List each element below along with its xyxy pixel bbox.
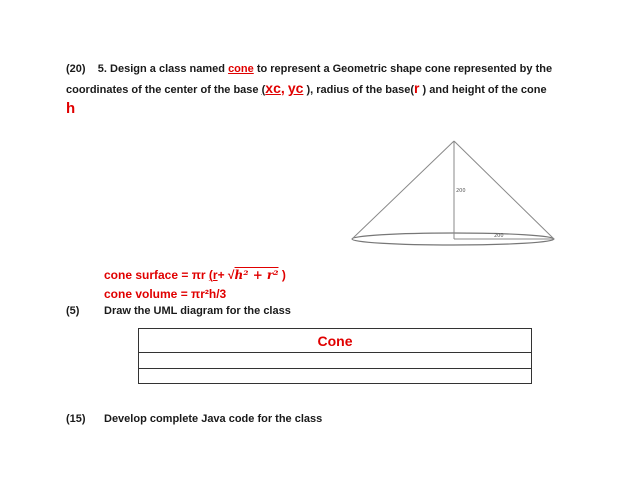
- question-5-line2-b: ), radius of the base(: [306, 84, 415, 96]
- uml-class-box: [138, 328, 532, 384]
- uml-attributes-section: [139, 353, 531, 369]
- uml-methods-section: [139, 369, 531, 383]
- question-5-text-b: to represent a Geometric shape cone represented by the: [256, 63, 553, 75]
- surface-close: ): [281, 268, 286, 282]
- cone-left-edge: [352, 141, 454, 239]
- surface-r: r: [212, 268, 218, 282]
- question-5-line-2: [66, 80, 547, 96]
- cone-figure: [348, 138, 560, 250]
- radius-label: 200: [494, 233, 504, 239]
- r-symbol: r: [414, 80, 420, 96]
- question-5-text-a: Design a class named: [110, 63, 225, 75]
- paren-open: (: [261, 84, 266, 96]
- surface-paren: (: [208, 268, 213, 282]
- question-5-number: 5.: [97, 63, 107, 75]
- height-label: 200: [456, 188, 466, 194]
- h-symbol: h: [66, 100, 76, 117]
- surface-radical: h² + r²: [234, 268, 279, 282]
- java-task-points: (15): [66, 413, 86, 425]
- uml-task-points: (5): [66, 305, 80, 317]
- question-5-line-1: [66, 63, 552, 75]
- uml-class-name: Cone: [139, 329, 531, 353]
- surface-label: cone surface = πr: [104, 268, 206, 282]
- question-5-line2-a: coordinates of the center of the base: [66, 84, 259, 96]
- xc-symbol: xc: [265, 80, 281, 96]
- uml-task-text: Draw the UML diagram for the class: [104, 305, 291, 317]
- volume-formula: cone volume = πr²h/3: [104, 287, 227, 301]
- java-task-text: Develop complete Java code for the class: [104, 413, 323, 425]
- question-5-points: (20): [66, 63, 86, 75]
- class-name-highlight: cone: [228, 63, 254, 75]
- yc-symbol: yc: [287, 80, 304, 96]
- comma: ,: [280, 80, 285, 96]
- surface-plus-sqrt: + √: [217, 268, 235, 282]
- cone-right-edge: [454, 141, 554, 239]
- surface-formula: [104, 268, 286, 282]
- question-5-line2-c: ) and height of the cone: [422, 84, 547, 96]
